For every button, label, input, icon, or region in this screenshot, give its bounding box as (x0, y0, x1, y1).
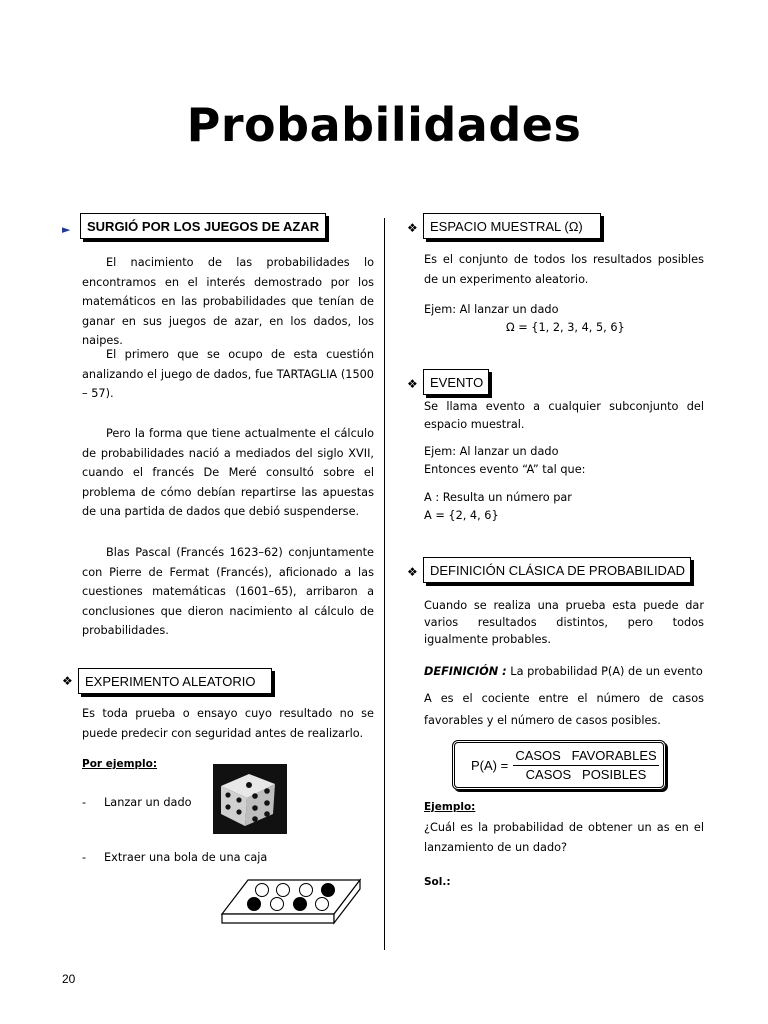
section-heading-experimento: EXPERIMENTO ALEATORIO (78, 668, 272, 694)
evento-definition: Se llama evento a cualquier subconjunto del espacio muestral. (424, 400, 704, 431)
espacio-muestral-set: Ω = {1, 2, 3, 4, 5, 6} (506, 321, 625, 334)
page-number: 20 (62, 972, 76, 986)
probability-formula (452, 740, 666, 790)
page-title: Probabilidades (186, 98, 582, 152)
diamond-bullet-icon: ❖ (62, 674, 73, 688)
ejemplo-label: Ejemplo: (424, 801, 476, 813)
section-heading-definicion-clasica: DEFINICIÓN CLÁSICA DE PROBABILIDAD (423, 557, 691, 583)
dash-icon: - (82, 796, 87, 809)
column-divider (384, 218, 385, 950)
formula-lhs: P(A) = (471, 758, 509, 773)
evento-example-line: Entonces evento “A” tal que: (424, 463, 586, 476)
dice-image (213, 764, 287, 834)
example-item-bola: Extraer una bola de una caja (104, 851, 268, 864)
paragraph-nacimiento: El nacimiento de las probabilidades lo encontramos en el interés demostrado por los matemáticos en las probabilidades que tenían de ganar en sus juegos de azar, en los dados, los naipes. (82, 256, 374, 347)
diamond-bullet-icon: ❖ (407, 377, 418, 391)
definicion-clasica-text: Cuando se realiza una prueba esta puede dar varios resultados distintos, pero todos igualmente probables. (424, 599, 704, 646)
dash-icon: - (82, 851, 87, 864)
paragraph-tartaglia: El primero que se ocupo de esta cuestión analizando el juego de dados, fue TARTAGLIA (1500 – 57). (82, 348, 374, 400)
definicion-text-2: A es el cociente entre el número de casos favorables y el número de casos posibles. (424, 692, 704, 727)
section-heading-evento: EVENTO (423, 369, 489, 395)
diamond-bullet-icon: ❖ (407, 221, 418, 235)
definicion-text-1: La probabilidad P(A) de un evento (510, 665, 703, 678)
box-with-balls-image (220, 876, 362, 926)
evento-example-line: A : Resulta un número par (424, 491, 572, 504)
formula-denominator: CASOS POSIBLES (525, 767, 647, 782)
experimento-definition: Es toda prueba o ensayo cuyo resultado no se puede predecir con seguridad antes de realizarlo. (82, 707, 374, 740)
evento-example-line: A = {2, 4, 6} (424, 509, 499, 522)
diamond-bullet-icon: ❖ (407, 565, 418, 579)
formula-numerator: CASOS FAVORABLES (515, 748, 657, 763)
solution-label: Sol.: (424, 876, 451, 888)
espacio-muestral-definition: Es el conjunto de todos los resultados posibles de un experimento aleatorio. (424, 253, 704, 286)
section-heading-espacio-muestral: ESPACIO MUESTRAL (Ω) (423, 213, 601, 239)
section-heading-surgio: SURGIÓ POR LOS JUEGOS DE AZAR (80, 213, 326, 239)
arrow-bullet-icon: ► (62, 223, 71, 236)
paragraph-pascal: Blas Pascal (Francés 1623–62) conjuntamente con Pierre de Fermat (Francés), aficionado a las cuestiones matemáticas (1601–65), arribaron a conclusiones que dieron nacimiento al cálculo de probabilidades. (82, 546, 374, 637)
example-item-dado: Lanzar un dado (104, 796, 192, 809)
evento-example-line: Ejem: Al lanzar un dado (424, 445, 559, 458)
espacio-muestral-example: Ejem: Al lanzar un dado (424, 303, 559, 316)
ejemplo-question: ¿Cuál es la probabilidad de obtener un as en el lanzamiento de un dado? (424, 821, 704, 854)
example-label: Por ejemplo: (82, 758, 158, 770)
definicion-label: DEFINICIÓN : (424, 665, 507, 678)
paragraph-de-mere: Pero la forma que tiene actualmente el cálculo de probabilidades nació a mediados del siglo XVII, cuando el francés De Meré consultó sobre el problema de cómo debían repartirse las apuestas de una partida de dados que debió suspenderse. (82, 427, 374, 518)
fraction-bar (513, 765, 659, 766)
definicion-line-1 (424, 665, 703, 678)
